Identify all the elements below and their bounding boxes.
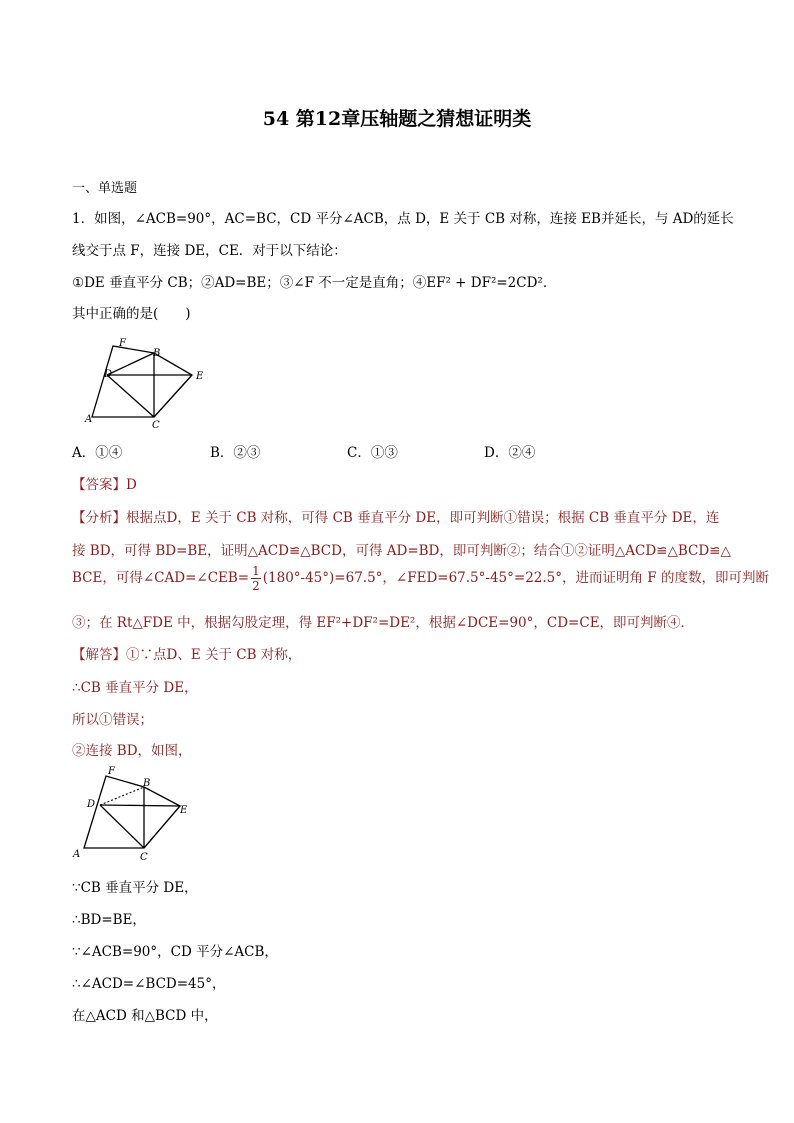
question-line-3: ①DE 垂直平分 CB；②AD=BE；③∠F 不一定是直角；④EF² + DF²=2CD²． bbox=[72, 275, 557, 291]
figure-1-label-c: C bbox=[152, 420, 160, 430]
figure-2-label-b: B bbox=[143, 778, 151, 789]
option-d: D．②④ bbox=[484, 445, 536, 461]
solution-text-1: ①∵点D、E 关于 CB 对称， bbox=[126, 647, 302, 663]
geometry-figure-2 bbox=[70, 762, 194, 864]
solution-line-6: ∴BD=BE， bbox=[72, 912, 146, 928]
figure-2-label-f: F bbox=[108, 766, 115, 777]
solution-line-9: 在△ACD 和△BCD 中， bbox=[72, 1008, 218, 1024]
analysis-line-3 bbox=[72, 565, 769, 592]
analysis-line-1 bbox=[72, 506, 719, 526]
figure-1-label-f: F bbox=[119, 338, 126, 349]
answer-bracket: 【答案】 bbox=[72, 477, 126, 493]
geometry-figure-1 bbox=[82, 334, 222, 430]
figure-1-label-d: D bbox=[104, 369, 113, 380]
fraction-denominator: 2 bbox=[252, 579, 260, 593]
section-heading: 一、单选题 bbox=[72, 181, 138, 196]
question-line-4: 其中正确的是( ) bbox=[72, 306, 191, 322]
analysis-text-1: 根据点D，E 关于 CB 对称，可得 CB 垂直平分 DE，即可判断①错误；根据 CB 垂直平分 DE，连 bbox=[126, 510, 720, 526]
solution-bracket: 【解答】 bbox=[72, 647, 126, 663]
option-c: C．①③ bbox=[347, 445, 398, 461]
solution-line-1 bbox=[72, 643, 301, 663]
analysis-line-2: 接 BD，可得 BD=BE，证明△ACD≌△BCD，可得 AD=BD，即可判断②；结合①②证明△ACD≌△BCD≌△ bbox=[72, 543, 731, 559]
question-line-1: 1．如图，∠ACB=90°，AC=BC，CD 平分∠ACB，点 D，E 关于 CB 对称，连接 EB并延长，与 AD的延长 bbox=[72, 211, 734, 227]
fraction-one-half bbox=[251, 565, 261, 592]
figure-1-label-b: B bbox=[153, 348, 161, 359]
figure-1-label-a: A bbox=[85, 414, 93, 425]
figure-1-label-e: E bbox=[196, 371, 204, 382]
figure-2-label-d: D bbox=[87, 799, 96, 810]
solution-line-5: ∵CB 垂直平分 DE， bbox=[72, 880, 198, 896]
solution-line-2: ∴CB 垂直平分 DE， bbox=[72, 680, 198, 696]
figure-2-label-a: A bbox=[73, 849, 81, 860]
solution-line-3: 所以①错误； bbox=[72, 712, 153, 728]
solution-line-4: ②连接 BD，如图， bbox=[72, 743, 192, 759]
analysis-bracket: 【分析】 bbox=[72, 510, 126, 526]
fraction-numerator: 1 bbox=[252, 564, 260, 578]
analysis-line-4: ③；在 Rt△FDE 中，根据勾股定理，得 EF²+DF²=DE²，根据∠DCE=90°，CD=CE，即可判断④． bbox=[72, 615, 695, 631]
figure-2-label-c: C bbox=[140, 852, 148, 863]
question-line-2: 线交于点 F，连接 DE，CE．对于以下结论： bbox=[72, 243, 347, 259]
answer-value: D bbox=[126, 477, 137, 493]
option-a: A．①④ bbox=[72, 445, 123, 461]
analysis-text-3b: (180°-45°)=67.5°，∠FED=67.5°-45°=22.5°，进而证明角 F 的度数，即可判断 bbox=[262, 570, 769, 586]
solution-line-8: ∴∠ACD=∠BCD=45°， bbox=[72, 976, 226, 992]
solution-line-7: ∵∠ACB=90°，CD 平分∠ACB， bbox=[72, 944, 278, 960]
figure-2-label-e: E bbox=[180, 805, 188, 816]
option-b: B．②③ bbox=[210, 445, 261, 461]
answer-line bbox=[72, 473, 137, 493]
analysis-text-3a: BCE，可得∠CAD=∠CEB= bbox=[72, 570, 250, 586]
page-title: 54 第12章压轴题之猜想证明类 bbox=[262, 108, 532, 130]
